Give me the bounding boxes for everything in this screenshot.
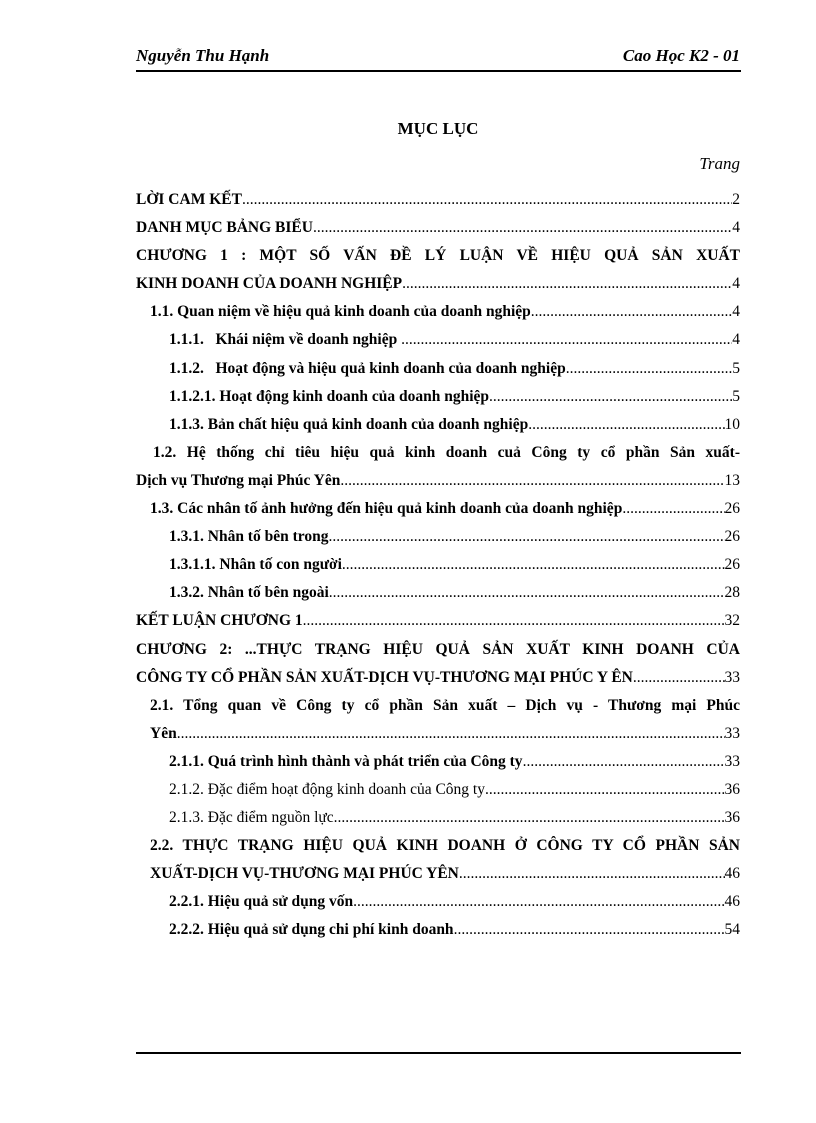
toc-entry-chuong-1[interactable]	[136, 242, 740, 298]
dot-leader	[633, 664, 725, 692]
toc-entry-text-line1: CHƯƠNG 2: ...THỰC TRẠNG HIỆU QUẢ SẢN XUẤT KINH DOANH CỦA	[136, 640, 740, 658]
toc-entry-2-1-1[interactable]	[136, 748, 740, 776]
toc-entry-page: 28	[724, 584, 740, 602]
page-column-label: Trang	[699, 154, 740, 173]
footer-divider	[136, 1052, 741, 1054]
dot-leader	[566, 355, 733, 383]
header-course: Cao Học K2 - 01	[622, 46, 740, 65]
toc-entry-2-2-2[interactable]	[136, 916, 740, 944]
toc-entry-text: LỜI CAM KẾT	[136, 191, 242, 208]
toc-entry-page: 2	[732, 191, 740, 208]
toc-entry-1-1-1[interactable]	[136, 326, 740, 354]
dot-leader	[454, 916, 725, 944]
toc-entry-text: 1.1.2. Hoạt động và hiệu quả kinh doanh của doanh nghiệp	[169, 359, 566, 377]
toc-entry-1-1[interactable]	[136, 298, 740, 326]
header-author: Nguyễn Thu Hạnh	[136, 46, 270, 65]
dot-leader	[459, 860, 725, 888]
page-header	[136, 46, 740, 66]
toc-entry-chuong-2[interactable]	[136, 636, 740, 692]
toc-entry-page: 13	[724, 471, 740, 489]
dot-leader	[489, 383, 732, 411]
toc-entry-text: 2.2.1. Hiệu quả sử dụng vốn	[169, 893, 354, 911]
toc-entry-page: 33	[724, 668, 740, 686]
toc-entry-page: 26	[724, 500, 740, 518]
toc-entry-text: 2.1.3. Đặc điểm nguồn lực	[169, 809, 334, 827]
toc-entry-page: 4	[732, 331, 740, 349]
toc-entry-page: 46	[724, 893, 740, 911]
toc-entry-page: 46	[724, 865, 740, 883]
toc-entry-page: 4	[732, 303, 740, 321]
dot-leader	[402, 270, 732, 298]
toc-entry-text-line1: CHƯƠNG 1 : MỘT SỐ VẤN ĐỀ LÝ LUẬN VỀ HIỆU QUẢ SẢN XUẤT	[136, 247, 740, 265]
toc-entry-text-line2: Yên	[150, 724, 177, 742]
dot-leader	[328, 523, 724, 551]
dot-leader	[303, 607, 725, 635]
toc-entry-page: 26	[724, 528, 740, 546]
toc-entry-page: 33	[724, 752, 740, 770]
dot-leader	[329, 579, 725, 607]
toc-entry-2-2-1[interactable]	[136, 888, 740, 916]
toc-entry-text: 1.1.2.1. Hoạt động kinh doanh của doanh nghiệp	[169, 387, 490, 405]
toc-entry-page: 54	[724, 921, 740, 939]
dot-leader	[242, 186, 732, 214]
dot-leader	[342, 551, 725, 579]
toc-entry-page: 5	[732, 359, 740, 377]
toc-entry-page: 33	[724, 724, 740, 742]
page-title: MỤC LỤC	[397, 119, 479, 138]
header-divider	[136, 70, 741, 72]
toc-entry-1-1-2-1[interactable]	[136, 383, 740, 411]
toc-entry-2-1[interactable]	[136, 692, 740, 748]
toc-entry-text: 2.1.2. Đặc điểm hoạt động kinh doanh của Công ty	[169, 780, 485, 798]
toc-entry-page: 36	[724, 809, 740, 827]
toc-entry-page: 10	[724, 415, 740, 433]
dot-leader	[340, 467, 724, 495]
toc-entry-text: 1.1. Quan niệm về hiệu quả kinh doanh của doanh nghiệp	[150, 303, 531, 321]
toc-entry-page: 36	[724, 780, 740, 798]
toc-entry-2-1-3[interactable]	[136, 804, 740, 832]
toc-entry-text: 2.1.1. Quá trình hình thành và phát triển của Công ty	[169, 752, 523, 770]
toc-entry-loi-cam-ket[interactable]	[136, 186, 740, 214]
toc-entry-page: 4	[732, 219, 740, 237]
toc-entry-text-line1: 2.2. THỰC TRẠNG HIỆU QUẢ KINH DOANH Ở CÔNG TY CỔ PHẦN SẢN	[150, 837, 740, 855]
toc-entry-text: 1.3.2. Nhân tố bên ngoài	[169, 584, 329, 602]
toc-entry-page: 26	[724, 556, 740, 574]
toc-entry-1-1-2[interactable]	[136, 355, 740, 383]
dot-leader	[313, 214, 732, 242]
dot-leader	[485, 776, 725, 804]
toc-entry-text: 2.2.2. Hiệu quả sử dụng chi phí kinh doanh	[169, 921, 454, 939]
toc-entry-1-1-3[interactable]	[136, 411, 740, 439]
dot-leader	[523, 748, 725, 776]
toc-entry-text: 1.1.1. Khái niệm về doanh nghiệp	[169, 331, 402, 349]
toc-entry-text: 1.3. Các nhân tố ảnh hưởng đến hiệu quả kinh doanh của doanh nghiệp	[150, 500, 623, 518]
toc-entry-1-3-1-1[interactable]	[136, 551, 740, 579]
toc-entry-text-line2: KINH DOANH CỦA DOANH NGHIỆP	[136, 275, 403, 293]
toc-entry-1-3-2[interactable]	[136, 579, 740, 607]
toc-entry-text: 1.3.1.1. Nhân tố con người	[169, 556, 342, 574]
toc-entry-text-line1: 1.2. Hệ thống chỉ tiêu hiệu quả kinh doanh cuả Công ty cổ phần Sản xuất-	[153, 443, 740, 461]
toc-entry-text-line1: 2.1. Tổng quan về Công ty cổ phần Sản xuất – Dịch vụ - Thương mại Phúc	[150, 696, 740, 714]
dot-leader	[622, 495, 724, 523]
toc-entry-text-line2: Dịch vụ Thương mại Phúc Yên	[136, 471, 341, 489]
toc-entry-text: 1.3.1. Nhân tố bên trong	[169, 528, 329, 546]
dot-leader	[528, 411, 724, 439]
toc-entry-page: 4	[732, 275, 740, 293]
toc-entry-text-line2: XUẤT-DỊCH VỤ-THƯƠNG MẠI PHÚC YÊN	[150, 865, 459, 883]
dot-leader	[353, 888, 724, 916]
toc-entry-1-2[interactable]	[136, 439, 740, 495]
toc-entry-2-2[interactable]	[136, 832, 740, 888]
toc-entry-text: DANH MỤC BẢNG BIỂU	[136, 219, 313, 237]
dot-leader	[531, 298, 733, 326]
toc-entry-2-1-2[interactable]	[136, 776, 740, 804]
toc-entry-page: 5	[732, 387, 740, 405]
toc-entry-danh-muc[interactable]	[136, 214, 740, 242]
toc-entry-text: KẾT LUẬN CHƯƠNG 1	[136, 612, 303, 630]
toc-entry-1-3-1[interactable]	[136, 523, 740, 551]
toc-entry-text: 1.1.3. Bản chất hiệu quả kinh doanh của doanh nghiệp	[169, 415, 529, 433]
toc-entry-1-3[interactable]	[136, 495, 740, 523]
toc-entry-text-line2: CÔNG TY CỔ PHẦN SẢN XUẤT-DỊCH VỤ-THƯƠNG MẠI PHÚC Y ÊN	[136, 668, 633, 686]
toc-entry-page: 32	[724, 612, 740, 630]
dot-leader	[401, 326, 732, 354]
dot-leader	[177, 720, 725, 748]
toc-entry-ket-luan-1[interactable]	[136, 607, 740, 635]
table-of-contents	[136, 186, 740, 945]
dot-leader	[334, 804, 725, 832]
